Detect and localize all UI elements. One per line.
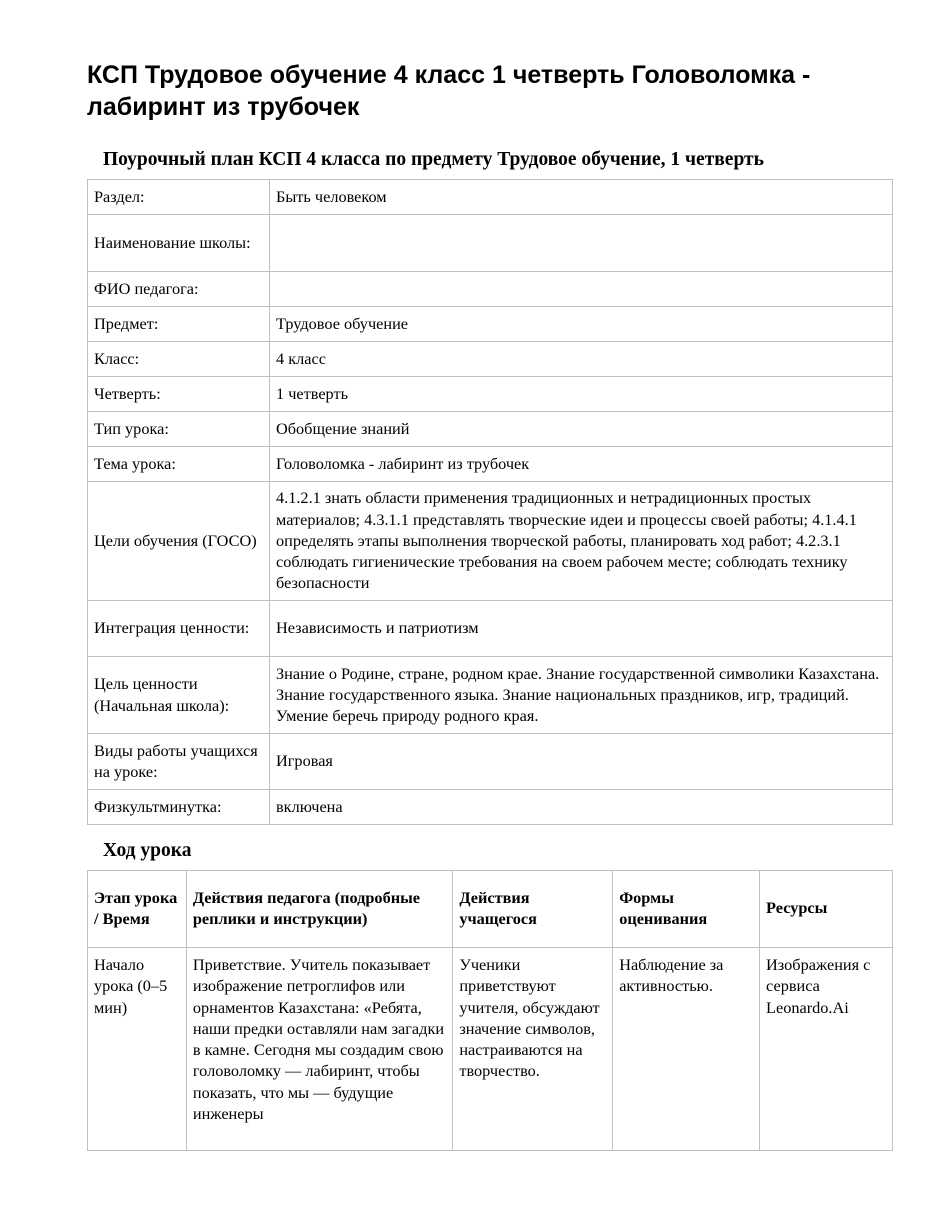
table-header-row [88, 871, 893, 948]
info-key: Раздел: [88, 180, 270, 215]
cell-stage: Начало урока (0–5 мин) [88, 948, 187, 1151]
info-key: Физкультминутка: [88, 790, 270, 825]
table-row [88, 447, 893, 482]
table-row [88, 272, 893, 307]
info-value: 4.1.2.1 знать области применения традиционных и нетрадиционных простых материалов; 4.3.1.1 представлять творческие идеи и процессы своей работы; 4.1.4.1 определять этапы выполнения творческой работы, планировать ход работ; 4.2.3.1 соблюдать гигиенические требования на своем рабочем месте; соблюдать технику безопасности [270, 482, 893, 601]
info-key: Наименование школы: [88, 215, 270, 272]
info-key: Тема урока: [88, 447, 270, 482]
lesson-flow-title: Ход урока [103, 840, 192, 861]
table-row [88, 790, 893, 825]
document-title: КСП Трудовое обучение 4 класс 1 четверть Головоломка - лабиринт из трубочек [87, 61, 811, 121]
column-header-resources: Ресурсы [760, 871, 893, 948]
cell-resources: Изображения с сервиса Leonardo.Ai [760, 948, 893, 1151]
table-row [88, 601, 893, 657]
cell-assessment: Наблюдение за активностью. [613, 948, 760, 1151]
info-value: Независимость и патриотизм [270, 601, 893, 657]
column-header-stage: Этап урока / Время [88, 871, 187, 948]
table-row [88, 377, 893, 412]
info-value: Знание о Родине, стране, родном крае. Знание государственной символики Казахстана. Знание государственного языка. Знание национальных праздников, игр, традиций. Умение беречь природу родного края. [270, 657, 893, 734]
cell-student-actions: Ученики приветствуют учителя, обсуждают значение символов, настраиваются на творчество. [453, 948, 613, 1151]
column-header-teacher-actions: Действия педагога (подробные реплики и инструкции) [186, 871, 452, 948]
column-header-student-actions: Действия учащегося [453, 871, 613, 948]
info-value: включена [270, 790, 893, 825]
info-key: Предмет: [88, 307, 270, 342]
cell-teacher-actions: Приветствие. Учитель показывает изображение петроглифов или орнаментов Казахстана: «Ребята, наши предки оставляли нам загадки в камне. Сегодня мы создадим свою головоломку — лабиринт, чтобы показать, что мы — будущие инженеры [186, 948, 452, 1151]
info-key: Виды работы учащихся на уроке: [88, 734, 270, 790]
lesson-flow-table [87, 870, 893, 1151]
table-row [88, 482, 893, 601]
table-row [88, 342, 893, 377]
info-key: Интеграция ценности: [88, 601, 270, 657]
column-header-assessment: Формы оценивания [613, 871, 760, 948]
table-row [88, 734, 893, 790]
info-value: 1 четверть [270, 377, 893, 412]
info-key: ФИО педагога: [88, 272, 270, 307]
info-value [270, 272, 893, 307]
info-key: Четверть: [88, 377, 270, 412]
info-key: Тип урока: [88, 412, 270, 447]
table-row [88, 307, 893, 342]
info-table [87, 179, 893, 825]
plan-title: Поурочный план КСП 4 класса по предмету Трудовое обучение, 1 четверть [103, 149, 764, 170]
info-value: Головоломка - лабиринт из трубочек [270, 447, 893, 482]
table-row [88, 948, 893, 1151]
table-row [88, 215, 893, 272]
info-value: Быть человеком [270, 180, 893, 215]
table-row [88, 412, 893, 447]
info-value: Обобщение знаний [270, 412, 893, 447]
info-value [270, 215, 893, 272]
table-row [88, 180, 893, 215]
info-value: 4 класс [270, 342, 893, 377]
info-value: Трудовое обучение [270, 307, 893, 342]
info-key: Цели обучения (ГОСО) [88, 482, 270, 601]
info-key: Класс: [88, 342, 270, 377]
info-value: Игровая [270, 734, 893, 790]
table-row [88, 657, 893, 734]
info-key: Цель ценности (Начальная школа): [88, 657, 270, 734]
